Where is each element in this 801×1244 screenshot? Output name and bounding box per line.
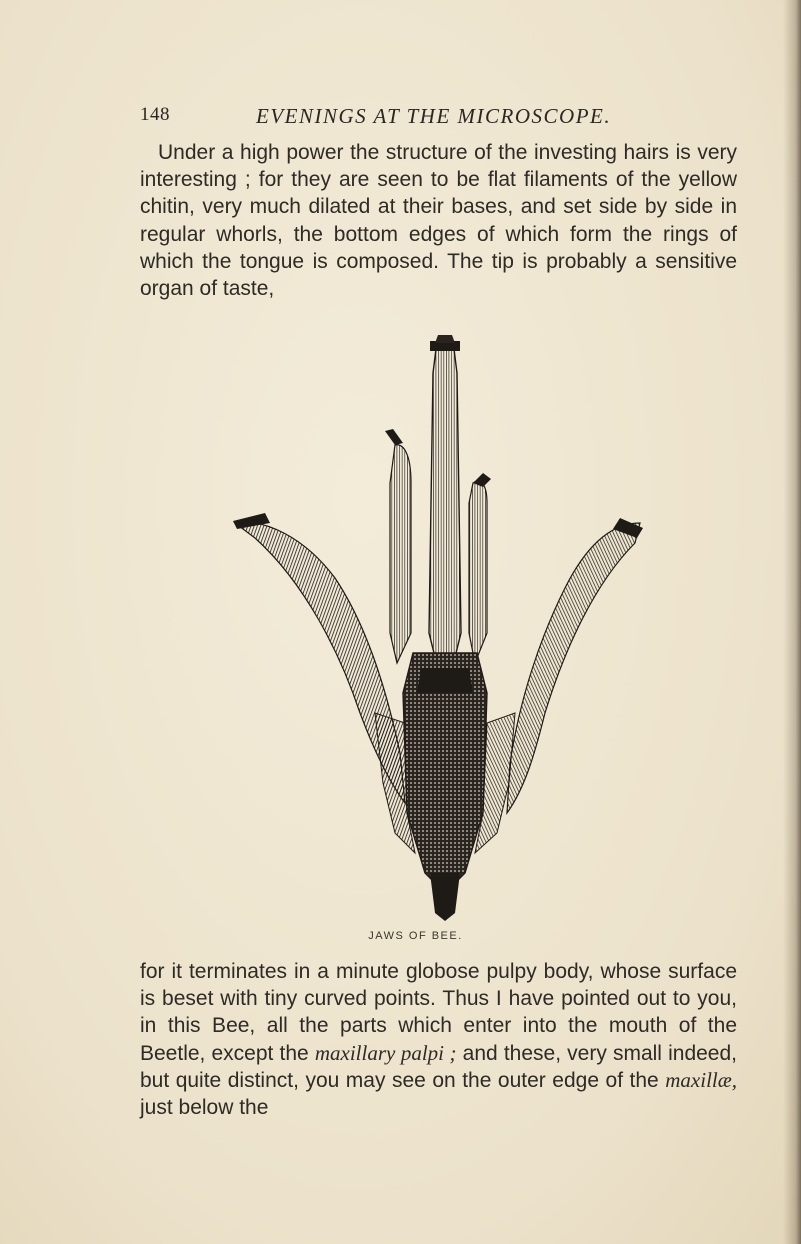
- jaws-of-bee-illustration: [225, 333, 665, 923]
- left-maxilla: [233, 513, 405, 803]
- tongue-ligula: [429, 335, 461, 673]
- paragraph-2: [140, 958, 737, 1121]
- page-edge-shadow: [783, 0, 801, 1244]
- paragraph-2-text-c: just below the: [140, 1096, 269, 1120]
- right-labial-palp: [469, 473, 491, 663]
- paragraph-2-text-a: for it terminates in a minute globose pulpy body, whose surface is beset with tiny curved points. Thus I have pointed out to you, in this Bee, all the parts which enter into the mouth of the Beetle, except the: [140, 960, 737, 1065]
- paragraph-1: Under a high power the structure of the investing hairs is very interesting ; for they are seen to be flat filaments of the yellow chitin, very much dilated at their bases, and set side by side in regular whorls, the bottom edges of which form the rings of which the tongue is composed. The tip is probably a sensitive organ of taste,: [140, 141, 737, 301]
- page-number: 148: [140, 104, 170, 125]
- term-maxillae: maxillæ,: [665, 1067, 737, 1092]
- paragraph-2-text-b: and these, very small indeed, but quite distinct, you may see on the outer edge of the: [140, 1041, 737, 1092]
- mentum: [375, 653, 515, 921]
- left-labial-palp: [385, 429, 411, 663]
- figure-caption: JAWS OF BEE.: [368, 930, 463, 942]
- running-head: EVENINGS AT THE MICROSCOPE.: [256, 104, 612, 128]
- right-maxilla: [507, 518, 643, 813]
- page-header: [128, 104, 748, 134]
- term-maxillary-palpi: maxillary palpi ;: [314, 1040, 457, 1065]
